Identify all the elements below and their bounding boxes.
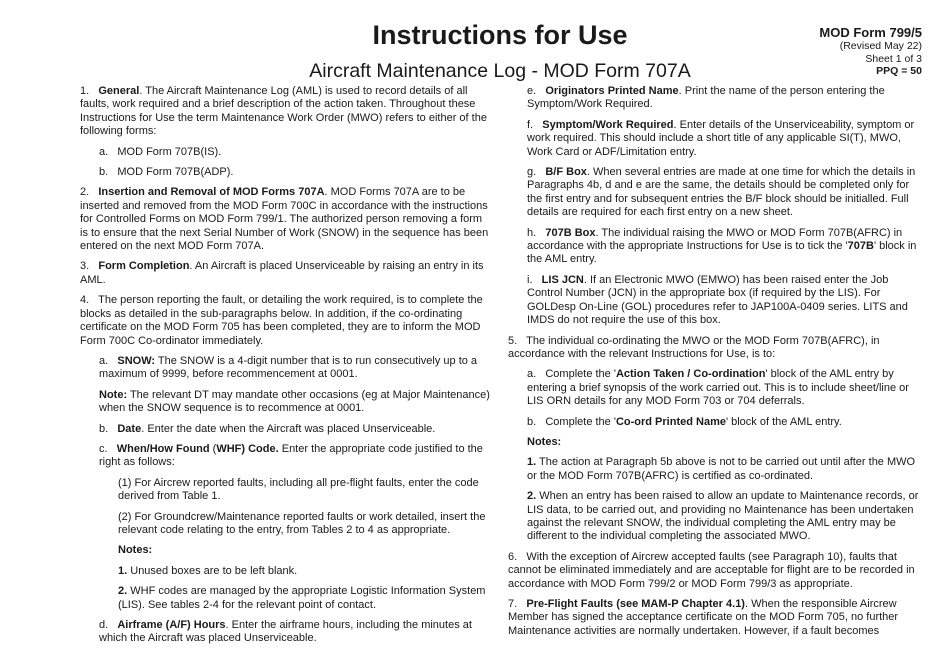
para-6-text: With the exception of Aircrew accepted faults (see Paragraph 10), faults that cannot be eliminated immediately and are acceptable for flight are to be recorded in accordance with MOD Form 799/2 or MOD Form 799/3 as appropriate. bbox=[508, 550, 915, 590]
para-1-text: . The Aircraft Maintenance Log (AML) is used to record details of all faults, work required and a brief description of the action taken. Throughout these Instructions for Use the term Maintenance Work Order (MWO) refers to either of the following forms: bbox=[80, 85, 487, 138]
para-3-number: 3. bbox=[80, 260, 90, 273]
para-4c-heading: When/How Found bbox=[116, 442, 210, 455]
para-5b-text: Complete the ' bbox=[545, 415, 616, 428]
para-5-text: The individual co-ordinating the MWO or the MOD Form 707B(AFRC), in accordance with the relevant Instructions for Use, is to: bbox=[508, 334, 880, 360]
para-4g bbox=[508, 166, 922, 220]
para-6 bbox=[508, 551, 922, 591]
para-5b-bold: Co-ord Printed Name bbox=[615, 415, 726, 428]
right-note-1 bbox=[508, 456, 922, 483]
para-4c-whf: WHF bbox=[216, 442, 242, 455]
para-4 bbox=[80, 294, 492, 348]
right-note-2-number: 2. bbox=[527, 490, 537, 503]
para-5b-number: b. bbox=[527, 415, 537, 428]
para-1b-number: b. bbox=[99, 166, 109, 179]
para-4i-text: . If an Electronic MWO (EMWO) has been raised enter the Job Control Number (JCN) in the appropriate box (if required by the LIS). For GOLDesp On-Line (GOL) procedures refer to JAP100A-0409 series. LITS and IMDS do not require the use of this box. bbox=[527, 273, 908, 327]
note-1 bbox=[80, 565, 492, 578]
para-5a-bold: Action Taken / Co-ordination bbox=[615, 368, 766, 381]
para-3 bbox=[80, 260, 492, 287]
para-4e-number: e. bbox=[527, 85, 537, 97]
note-2 bbox=[80, 585, 492, 612]
para-4h-text-end: ' block in the AML entry. bbox=[527, 240, 917, 266]
para-7-heading: Pre-Flight Faults (see MAM-P Chapter 4.1) bbox=[526, 598, 745, 610]
para-4b-heading: Date bbox=[117, 422, 142, 435]
para-3-text: . An Aircraft is placed Unserviceable by raising an entry in its AML. bbox=[80, 260, 484, 286]
left-column bbox=[80, 85, 492, 653]
para-4h-heading: 707B Box bbox=[545, 226, 596, 239]
para-4h-bold: 707B bbox=[847, 240, 874, 253]
right-notes-label bbox=[508, 436, 922, 449]
para-1b bbox=[80, 166, 492, 179]
para-4f-heading: Symptom/Work Required bbox=[542, 118, 674, 131]
para-4c-paren: ( bbox=[209, 442, 217, 455]
para-4c-2 bbox=[80, 511, 492, 538]
right-note-2 bbox=[508, 490, 922, 544]
para-3-heading: Form Completion bbox=[98, 260, 190, 273]
right-note-2-text: When an entry has been raised to allow an update to Maintenance records, or LIS data, to be carried out, and providing no Maintenance has been undertaken against the relevant SNOW, the individual completing the AML entry may be different to the individual completing the associated MWO. bbox=[527, 490, 919, 543]
notes-label bbox=[80, 544, 492, 557]
para-4d bbox=[80, 619, 492, 646]
para-2 bbox=[80, 186, 492, 253]
para-4g-heading: B/F Box bbox=[545, 166, 587, 179]
para-4a bbox=[80, 355, 492, 382]
para-4h bbox=[508, 227, 922, 267]
para-4g-number: g. bbox=[527, 166, 537, 179]
para-4i bbox=[508, 274, 922, 328]
para-4c-text: Enter the appropriate code justified to the right as follows: bbox=[99, 442, 483, 469]
note-1-number: 1. bbox=[118, 564, 128, 577]
para-4a-number: a. bbox=[99, 354, 109, 367]
sheet-number: Sheet 1 of 3 bbox=[865, 52, 922, 65]
para-1-heading: General bbox=[98, 85, 140, 97]
para-6-number: 6. bbox=[508, 550, 518, 563]
note-snow-text: The relevant DT may mandate other occasions (eg at Major Maintenance) when the SNOW sequence is to recommence at 0001. bbox=[99, 388, 490, 415]
para-4b bbox=[80, 423, 492, 436]
para-7 bbox=[508, 598, 922, 638]
para-4e-heading: Originators Printed Name bbox=[545, 85, 679, 97]
note-snow-heading: Note: bbox=[99, 388, 128, 401]
para-1a-number: a. bbox=[99, 145, 109, 158]
para-5b-text-end: ' block of the AML entry. bbox=[725, 415, 842, 428]
para-4a-heading: SNOW: bbox=[117, 354, 156, 367]
para-4i-heading: LIS JCN bbox=[541, 273, 584, 286]
para-4f bbox=[508, 119, 922, 159]
para-5 bbox=[508, 335, 922, 362]
note-1-text: Unused boxes are to be left blank. bbox=[127, 564, 298, 577]
para-4g-text: . When several entries are made at one time for which the details in Paragraphs 4b, d and e are the same, the details should be completed only for the first entry and for subsequent entries the B/F block should be initialled. Full details are required for each first entry on a new sheet. bbox=[527, 166, 916, 219]
note-2-text: WHF codes are managed by the appropriate Logistic Information System (LIS). See tables 2-4 for the relevant point of contact. bbox=[118, 585, 486, 611]
para-4-text: The person reporting the fault, or detailing the work required, is to complete the blocks as detailed in the sub-paragraphs below. In addition, if the co-ordinating certificate on the MOD Form 705 has been completed, they are to inform the MOD Form 700C Co-ordinator immediately. bbox=[80, 294, 483, 347]
para-2-number: 2. bbox=[80, 186, 90, 199]
para-4e bbox=[508, 85, 922, 112]
para-4c-1 bbox=[80, 477, 492, 504]
para-4b-number: b. bbox=[99, 422, 109, 435]
para-1-number: 1. bbox=[80, 85, 90, 97]
para-4e-text: . Print the name of the person entering the Symptom/Work Required. bbox=[527, 85, 885, 111]
right-note-1-text: The action at Paragraph 5b above is not to be carried out until after the MWO or the MOD Form 707B(AFRC) is certified as co-ordinated. bbox=[527, 456, 916, 482]
para-1a bbox=[80, 146, 492, 159]
para-5a bbox=[508, 368, 922, 408]
para-4a-text: The SNOW is a 4-digit number that is to run consecutively up to a maximum of 9999, before recommencement at 0001. bbox=[99, 354, 478, 381]
para-2-text: . MOD Forms 707A are to be inserted and removed from the MOD Form 700C in accordance with the instructions for Controlled Forms on MOD Form 799/1. The authorized person removing a form is to ensure that the next Serial Number of Work (SNOW) in the sequence has been entered on the next MOD Form 707A. bbox=[80, 186, 489, 253]
para-7-number: 7. bbox=[508, 598, 518, 610]
right-note-1-number: 1. bbox=[527, 456, 537, 469]
form-number: MOD Form 799/5 bbox=[819, 25, 922, 40]
para-5b bbox=[508, 416, 922, 429]
note-2-number: 2. bbox=[118, 585, 128, 598]
para-4h-number: h. bbox=[527, 226, 537, 239]
para-7-text: . When the responsible Aircrew Member has signed the acceptance certificate on the MOD Form 705, no further Maintenance activities are normally undertaken. However, if a fault becomes bbox=[508, 598, 899, 637]
para-5a-number: a. bbox=[527, 368, 537, 381]
ppq: PPQ = 50 bbox=[876, 65, 922, 77]
para-4c-number: c. bbox=[99, 442, 108, 455]
para-4f-number: f. bbox=[527, 118, 534, 131]
para-1 bbox=[80, 85, 492, 139]
para-4c-code: ) Code. bbox=[241, 442, 279, 455]
para-4b-text: . Enter the date when the Aircraft was placed Unserviceable. bbox=[141, 422, 436, 435]
right-notes-label-text: Notes: bbox=[527, 435, 562, 448]
para-2-heading: Insertion and Removal of MOD Forms 707A bbox=[98, 186, 325, 199]
para-4-number: 4. bbox=[80, 294, 90, 307]
para-5-number: 5. bbox=[508, 334, 518, 347]
revision-date: (Revised May 22) bbox=[839, 40, 922, 52]
para-4d-number: d. bbox=[99, 619, 109, 631]
para-4c bbox=[80, 443, 492, 470]
para-1b-text: MOD Form 707B(ADP). bbox=[117, 166, 234, 179]
para-4i-number: i. bbox=[527, 273, 533, 286]
note-snow bbox=[80, 389, 492, 416]
para-4c-1-text: (1) For Aircrew reported faults, including all pre-flight faults, enter the code derived from Table 1. bbox=[118, 476, 479, 503]
para-4d-heading: Airframe (A/F) Hours bbox=[117, 619, 226, 631]
para-4c-2-text: (2) For Groundcrew/Maintenance reported faults or work detailed, insert the relevant code relating to the entry, from Tables 2 to 4 as appropriate. bbox=[118, 510, 486, 536]
para-1a-text: MOD Form 707B(IS). bbox=[117, 145, 222, 158]
para-4d-text: . Enter the airframe hours, including the minutes at which the Aircraft was placed Unserviceable. bbox=[99, 619, 472, 645]
para-4h-text: . The individual raising the MWO or MOD Form 707B(AFRC) in accordance with the appropriate Instructions for Use is to tick the ' bbox=[527, 226, 903, 253]
para-5a-text: Complete the ' bbox=[545, 368, 616, 381]
page-title: Instructions for Use bbox=[372, 20, 628, 50]
form-reference bbox=[819, 26, 922, 78]
notes-label-text: Notes: bbox=[118, 544, 153, 557]
right-column bbox=[508, 85, 922, 645]
para-5a-text-end: ' block of the AML entry by entering a brief synopsis of the work carried out. This is to include sheet/line or LIS ORN details for any MOD Form 703 or 704 deferrals. bbox=[527, 368, 909, 408]
para-4f-text: . Enter details of the Unserviceability, symptom or work required. This should include a short title of any applicable SI(T), MWO, Work Card or ADF/Limitation entry. bbox=[527, 118, 915, 158]
page-subtitle: Aircraft Maintenance Log - MOD Form 707A bbox=[309, 60, 691, 82]
